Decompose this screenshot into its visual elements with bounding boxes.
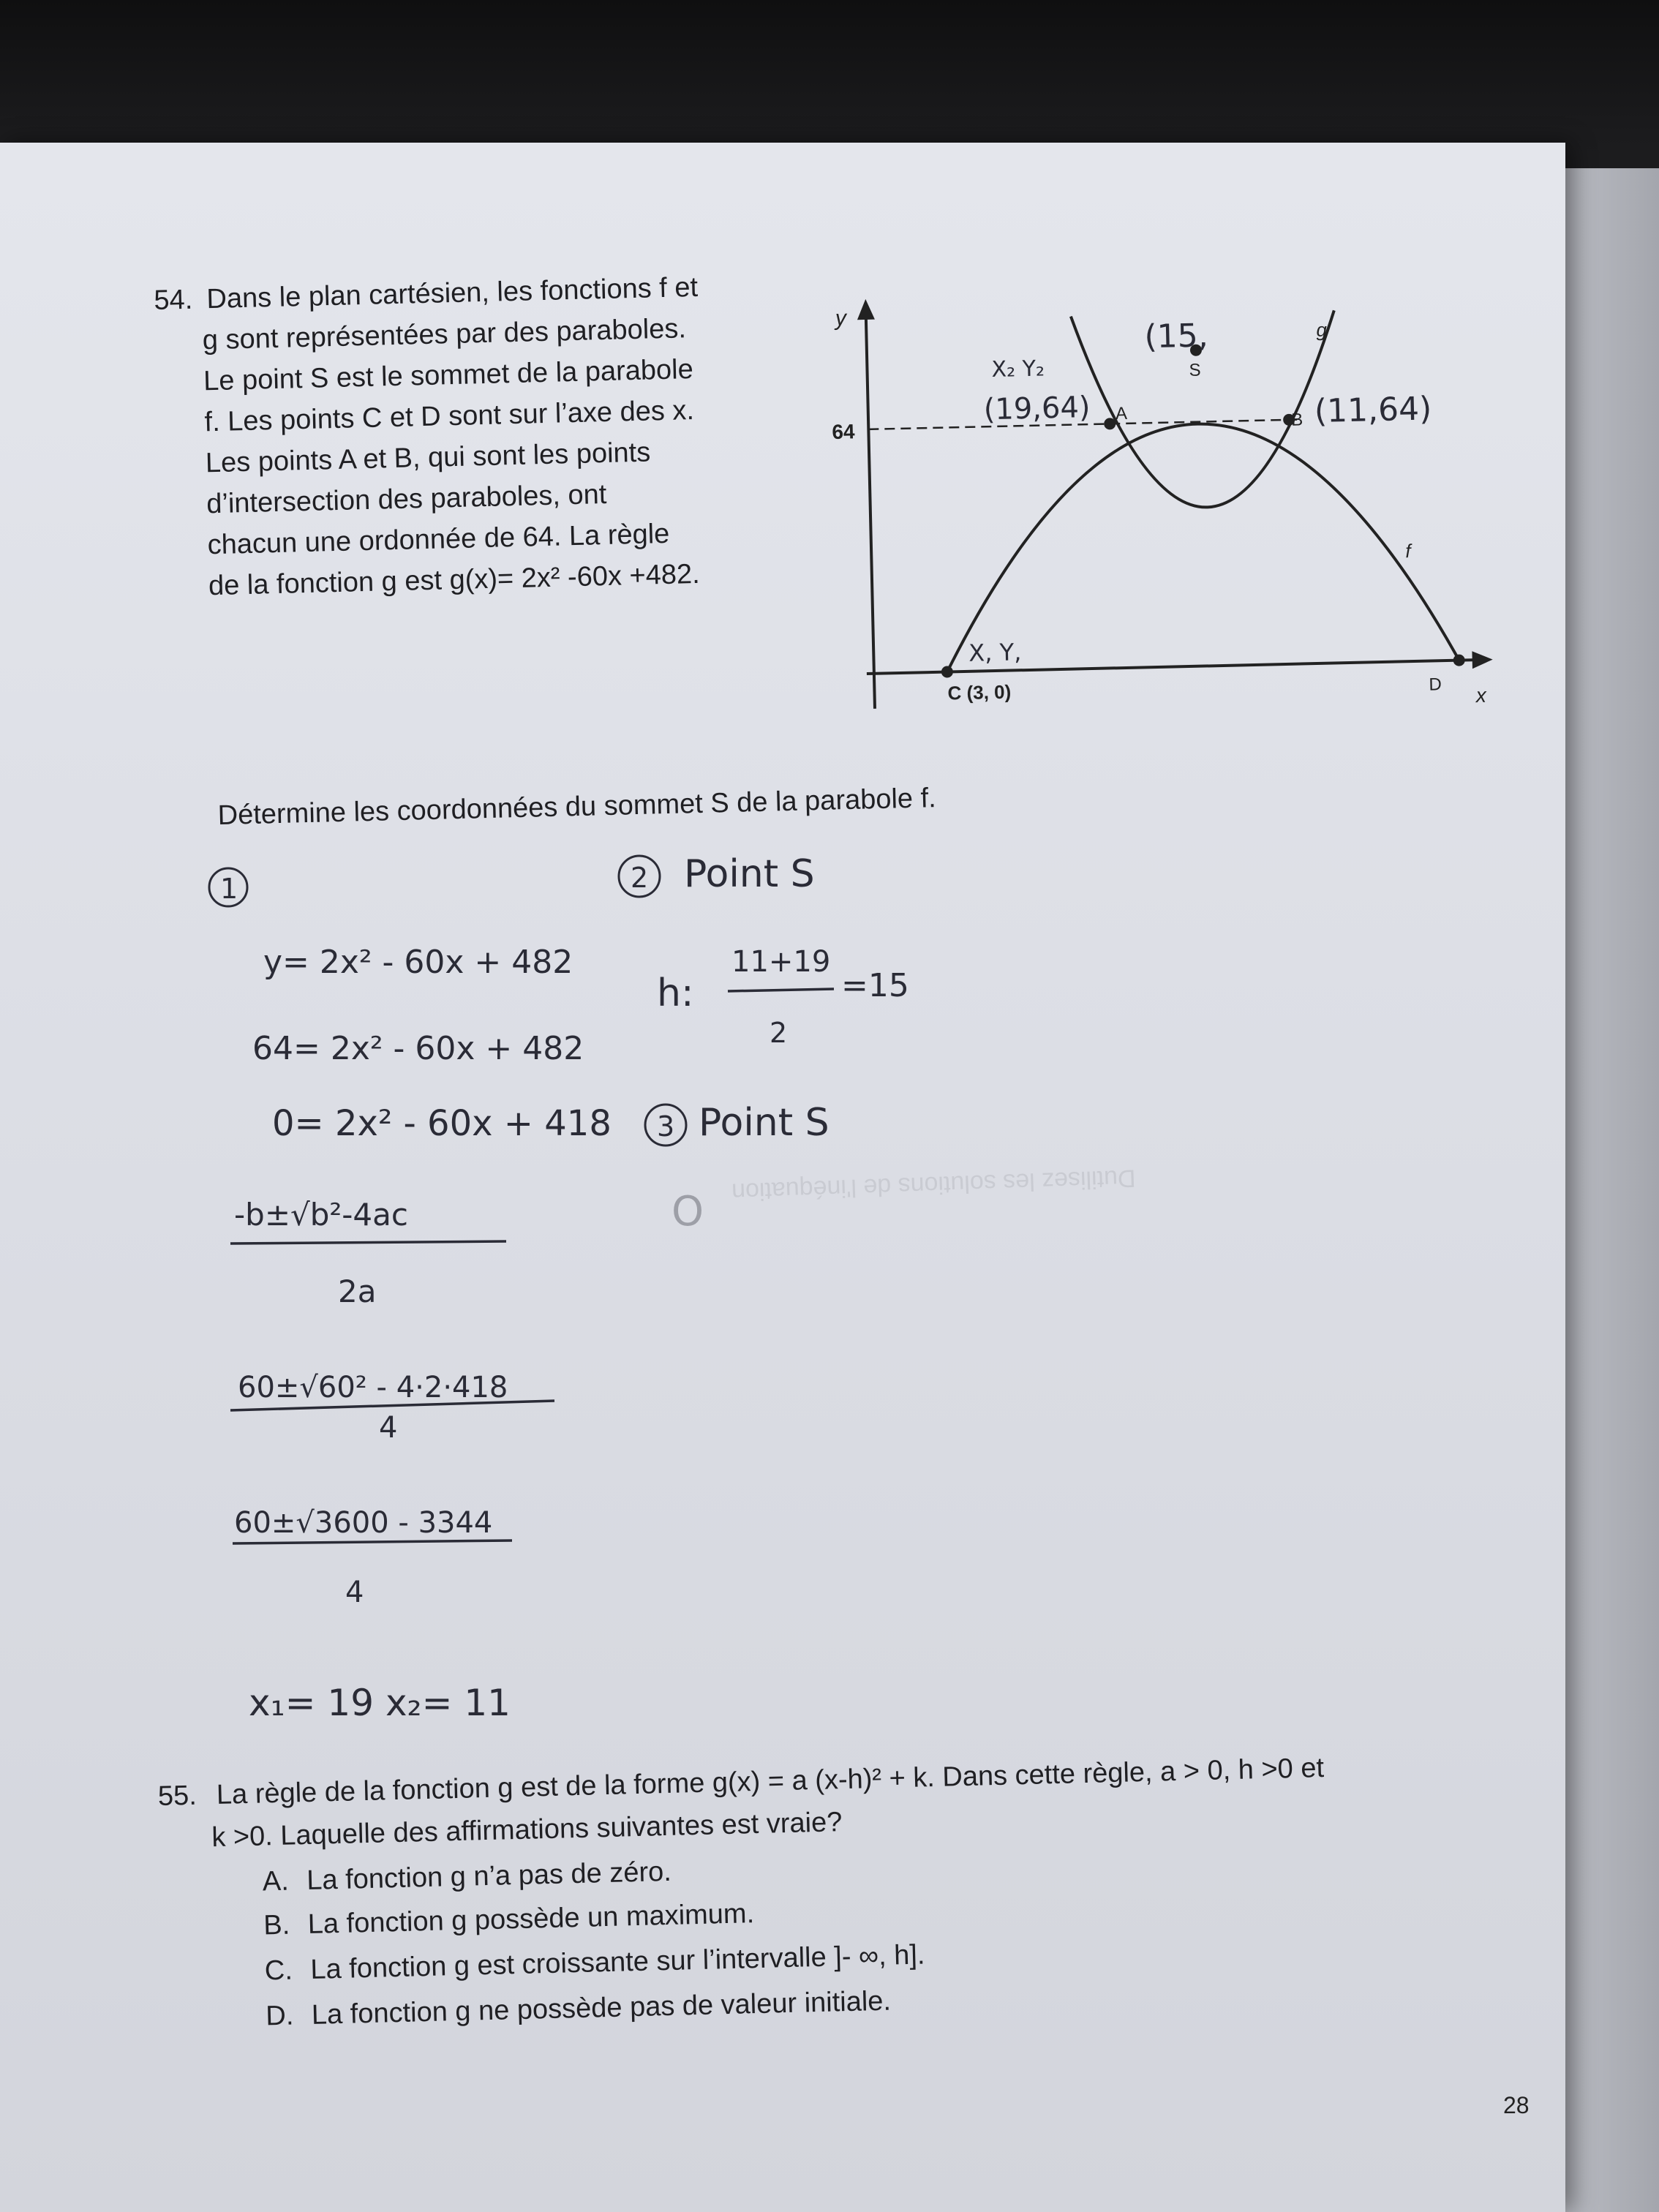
choice-d-text: La fonction g ne possède pas de valeur initiale. [311,1985,892,2031]
label-f: f [1404,540,1411,563]
x-axis [867,660,1480,674]
label-s: S [1189,360,1201,380]
q54-line-5: Les points A et B, qui sont les points [205,437,651,479]
choice-c-text: La fonction g est croissante sur l’intervalle ]- ∞, h]. [309,1939,925,1985]
h-numerator: 11+19 [731,945,831,979]
x-axis-label: x [1475,683,1487,707]
work-calculation-bar [233,1540,512,1543]
choice-d-letter: D. [265,2000,294,2032]
label-d: D [1429,674,1442,695]
label-c: C (3, 0) [947,680,1012,704]
work-substituted-denominator: 4 [379,1411,398,1445]
bleed-through-text: Dutilisez les solutions de l'inéquation [731,1164,1137,1206]
work-eq2: 64= 2x² - 60x + 482 [252,1030,584,1067]
work-calculation-denominator: 4 [345,1576,364,1609]
step3-number: 3 [657,1110,675,1143]
choice-b-letter: B. [263,1909,290,1941]
work-substituted-numerator: 60±√60² - 4·2·418 [238,1371,508,1404]
q54-line-8: de la fonction g est g(x)= 2x² -60x +482. [208,558,701,602]
hw-x1-y1: X, Y, [968,638,1022,667]
q54-line-7: chacun une ordonnée de 64. La règle [207,518,670,561]
question-55-number: 55. [157,1780,198,1812]
hw-coordinates-a: (19,64) [983,391,1091,427]
work-formula-numerator: -b±√b²-4ac [234,1197,408,1233]
h-label: h: [657,971,694,1015]
work-eq1: y= 2x² - 60x + 482 [263,944,573,981]
q54-line-3: Le point S est le sommet de la parabole [203,354,694,397]
y-axis-arrow [857,299,875,320]
choice-c-letter: C. [264,1955,293,1987]
h-result: =15 [841,967,909,1004]
h-fraction-bar [728,989,834,991]
choice-b-text: La fonction g possède un maximum. [307,1898,755,1941]
step1-number: 1 [220,873,238,905]
parabola-f [941,418,1459,672]
choice-a-letter: A. [262,1865,290,1897]
work-roots: x₁= 19 x₂= 11 [249,1682,511,1724]
q54-line-6: d’intersection des paraboles, ont [206,478,607,520]
work-formula-bar [230,1241,506,1244]
step3-title: Point S [699,1101,830,1145]
choice-a-text: La fonction g n’a pas de zéro. [306,1856,672,1897]
q54-line-1: Dans le plan cartésien, les fonctions f et [206,271,699,315]
work-eq3: 0= 2x² - 60x + 418 [272,1103,612,1144]
point-c [941,666,953,677]
page-number: 28 [1503,2092,1530,2118]
x-axis-arrow [1472,651,1493,669]
step2-number: 2 [631,862,649,894]
work-formula-denominator: 2a [338,1274,377,1309]
label-a: A [1115,403,1128,424]
label-b: B [1290,410,1304,430]
y-axis-label: y [835,306,847,331]
label-g: g [1316,318,1328,341]
step2-title: Point S [684,852,815,896]
y-tick-64: 64 [832,420,855,444]
hw-coordinates-b: (11,64) [1314,390,1432,431]
q55-line-1: La règle de la fonction g est de la forme g(x) = a (x-h)² + k. Dans cette règle, a > 0, h >0 et [216,1753,1325,1811]
work-calculation-numerator: 60±√3600 - 3344 [234,1506,493,1540]
q54-line-2: g sont représentées par des paraboles. [202,313,687,356]
q54-line-4: f. Les points C et D sont sur l’axe des x. [204,395,695,438]
q55-line-2: k >0. Laquelle des affirmations suivantes est vraie? [211,1807,843,1854]
q54-prompt: Détermine les coordonnées du sommet S de la parabole f. [217,783,937,832]
step3-faint-mark: O [672,1188,704,1235]
hw-x2-y2: X₂ Y₂ [991,356,1045,383]
question-54-number: 54. [154,284,193,316]
y-axis [866,314,875,709]
point-d [1453,654,1465,666]
h-denominator: 2 [770,1017,788,1049]
hw-coordinates-s: (15, [1143,317,1209,356]
